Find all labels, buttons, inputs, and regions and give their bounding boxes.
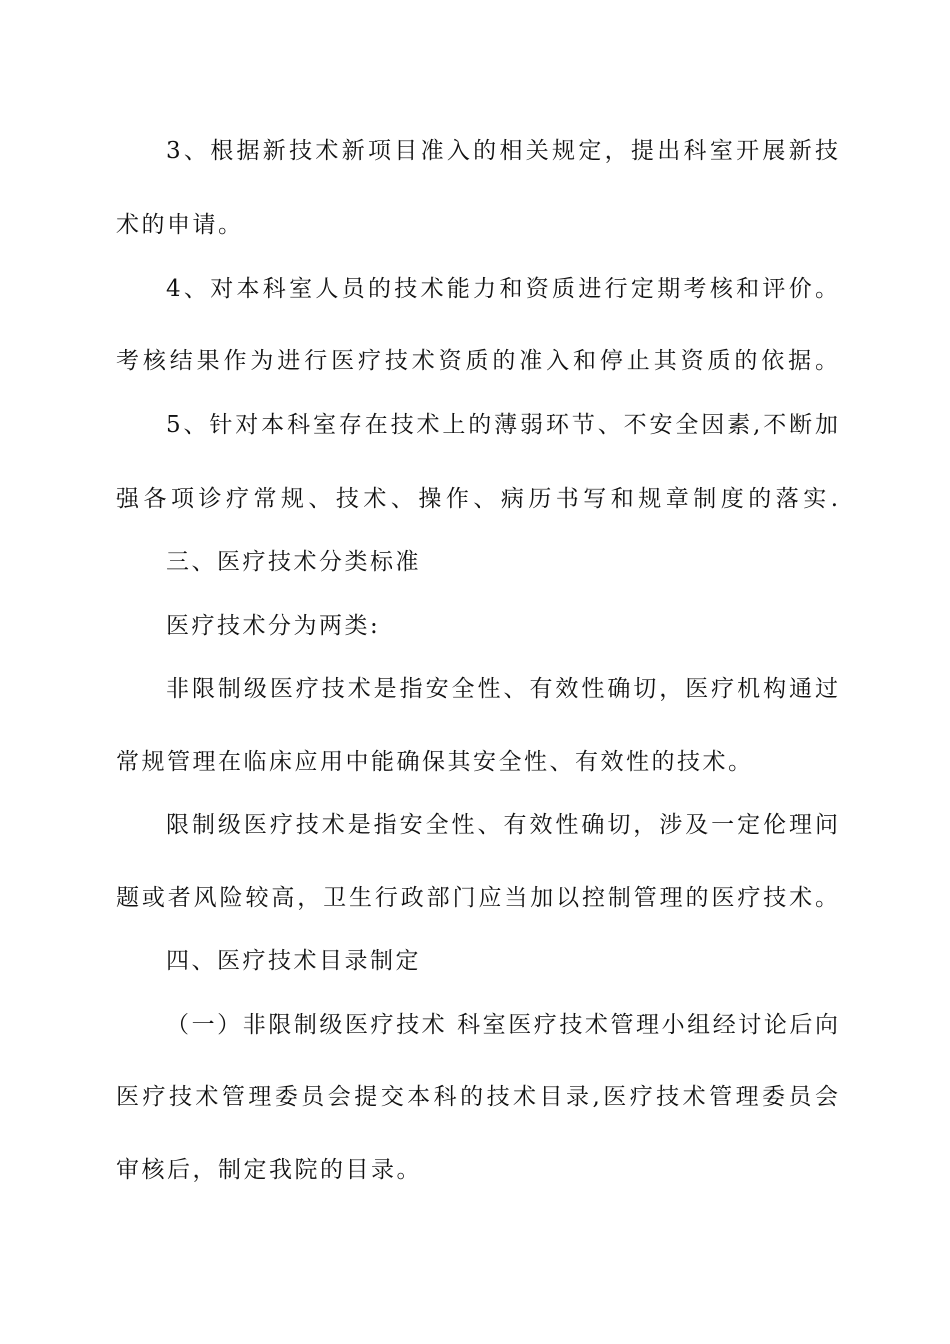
paragraph-line: 审核后，制定我院的目录。 <box>116 1157 422 1183</box>
paragraph-line: 3、根据新技术新项目准入的相关规定，提出科室开展新技 <box>166 138 838 164</box>
paragraph-line: 考核结果作为进行医疗技术资质的准入和停止其资质的依据。 <box>116 348 838 374</box>
paragraph-line: 题或者风险较高，卫生行政部门应当加以控制管理的医疗技术。 <box>116 885 838 911</box>
paragraph-line: 4、对本科室人员的技术能力和资质进行定期考核和评价。 <box>166 276 838 302</box>
paragraph-line: 术的申请。 <box>116 212 244 238</box>
paragraph-line: （一）非限制级医疗技术 科室医疗技术管理小组经讨论后向 <box>166 1012 838 1038</box>
paragraph-line: 医疗技术管理委员会提交本科的技术目录,医疗技术管理委员会 <box>116 1084 838 1110</box>
paragraph-line: 医疗技术分为两类: <box>166 613 381 639</box>
paragraph-line: 强各项诊疗常规、技术、操作、病历书写和规章制度的落实. <box>116 486 838 512</box>
paragraph-line: 常规管理在临床应用中能确保其安全性、有效性的技术。 <box>116 749 754 775</box>
paragraph-line: 非限制级医疗技术是指安全性、有效性确切，医疗机构通过 <box>166 676 838 702</box>
section-heading: 三、医疗技术分类标准 <box>166 549 421 575</box>
paragraph-line: 限制级医疗技术是指安全性、有效性确切，涉及一定伦理问 <box>166 812 838 838</box>
section-heading: 四、医疗技术目录制定 <box>166 948 421 974</box>
paragraph-line: 5、针对本科室存在技术上的薄弱环节、不安全因素,不断加 <box>166 412 838 438</box>
